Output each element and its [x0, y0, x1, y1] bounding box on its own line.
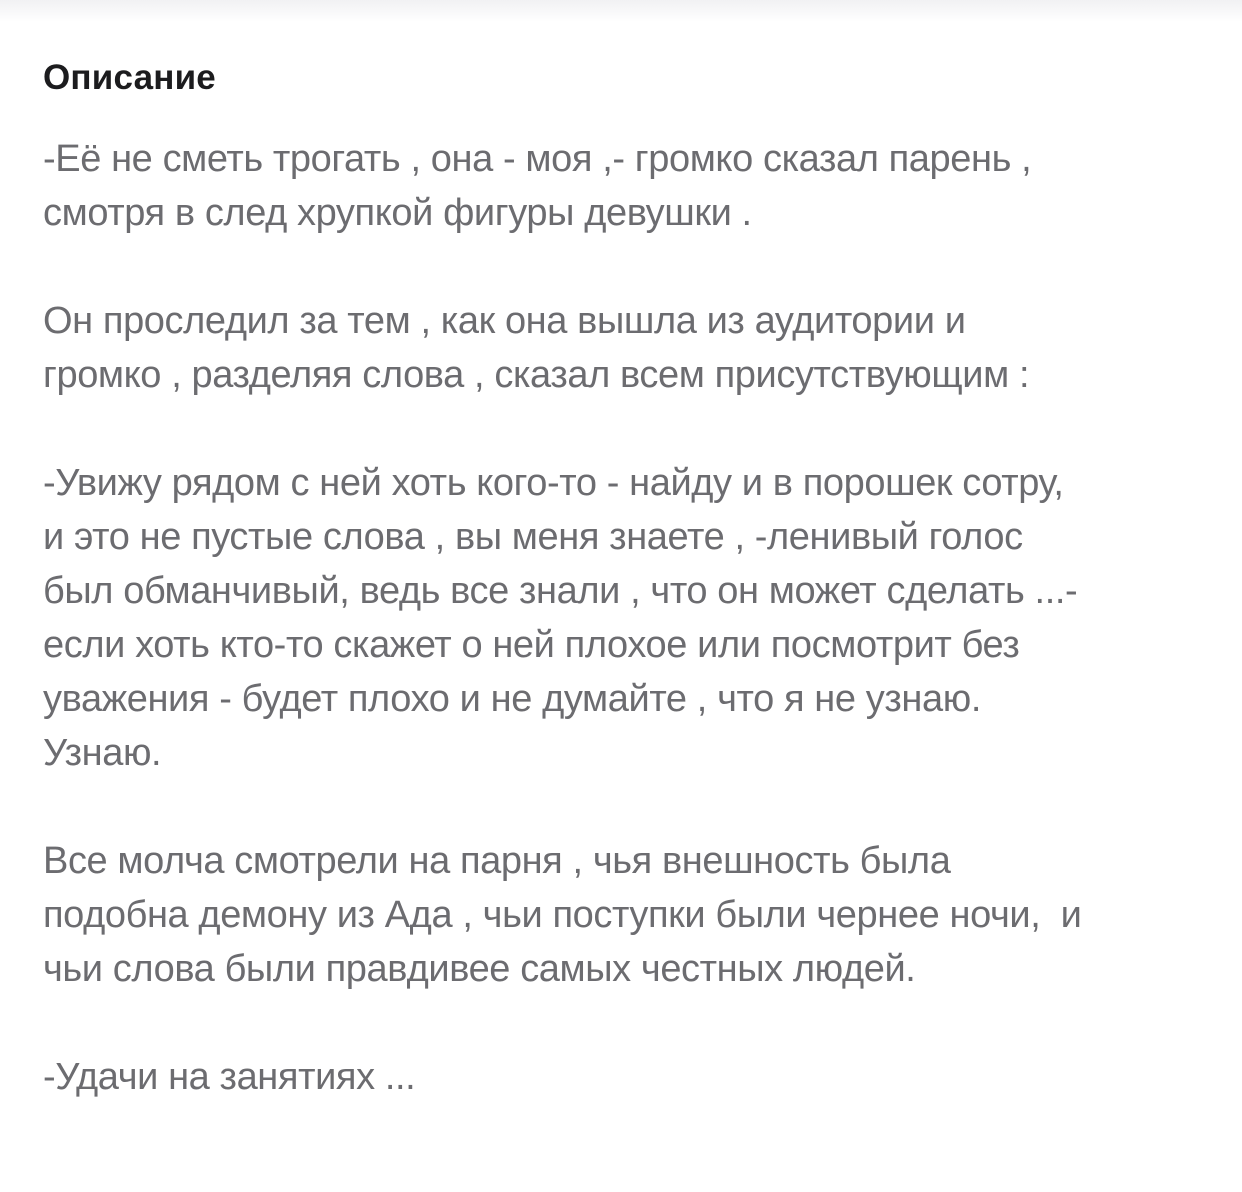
text-line: -Удачи на занятиях ...	[43, 1056, 416, 1098]
description-paragraph-1	[43, 132, 1213, 240]
description-section	[43, 52, 1213, 1158]
text-line: подобна демону из Ада , чьи поступки были чернее ночи, и	[43, 894, 1082, 936]
description-paragraph-2	[43, 294, 1213, 402]
text-line: если хоть кто-то скажет о ней плохое или посмотрит без	[43, 624, 1020, 666]
text-line: Узнаю.	[43, 732, 162, 774]
top-bar	[0, 0, 1242, 22]
section-title: Описание	[43, 58, 216, 97]
text-line: громко , разделяя слова , сказал всем присутствующим :	[43, 354, 1030, 396]
description-text	[43, 132, 1213, 1104]
description-paragraph-4	[43, 834, 1213, 996]
text-line: уважения - будет плохо и не думайте , что я не узнаю.	[43, 678, 981, 720]
text-line: и это не пустые слова , вы меня знаете , -ленивый голос	[43, 516, 1023, 558]
description-paragraph-3	[43, 456, 1213, 780]
text-line: -Её не сметь трогать , она - моя ,- громко сказал парень ,	[43, 138, 1032, 180]
text-line: был обманчивый, ведь все знали , что он может сделать ...-	[43, 570, 1078, 612]
text-line: -Увижу рядом с ней хоть кого-то - найду и в порошек сотру,	[43, 462, 1064, 504]
text-line: чьи слова были правдивее самых честных людей.	[43, 948, 916, 990]
text-line: Все молча смотрели на парня , чья внешность была	[43, 840, 951, 882]
text-line: смотря в след хрупкой фигуры девушки .	[43, 192, 752, 234]
text-line: Он проследил за тем , как она вышла из аудитории и	[43, 300, 966, 342]
description-paragraph-5	[43, 1050, 1213, 1104]
